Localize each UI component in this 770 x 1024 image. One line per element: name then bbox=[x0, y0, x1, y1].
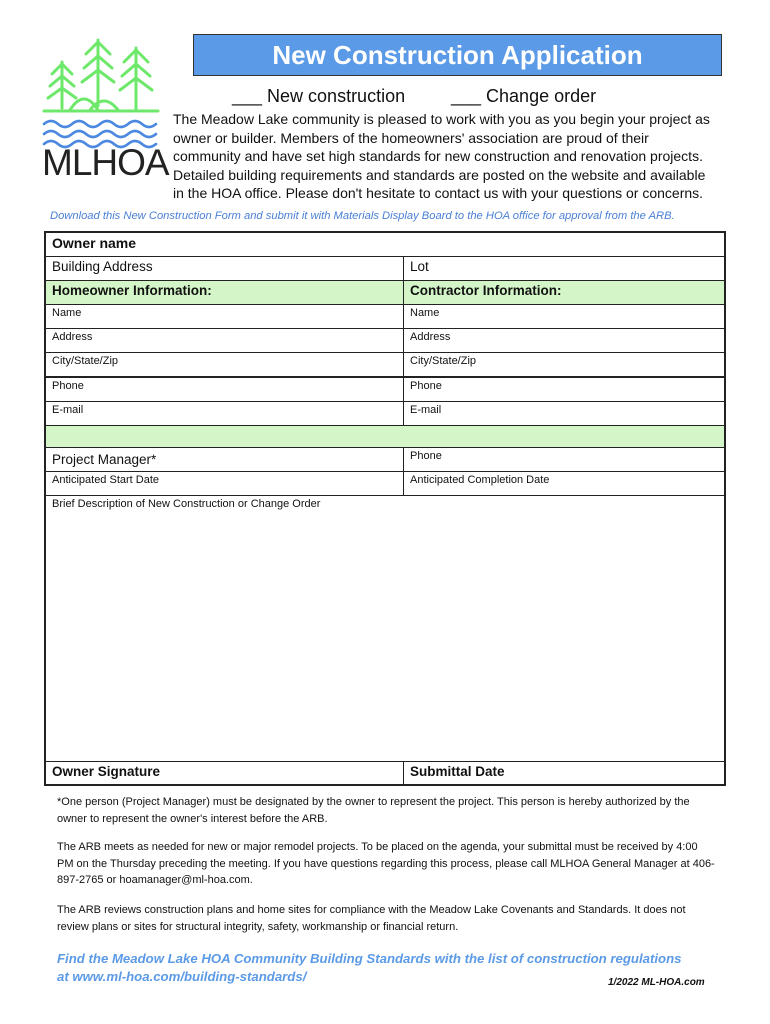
start-date-field[interactable] bbox=[45, 471, 404, 496]
contractor-name-field[interactable] bbox=[403, 304, 725, 329]
homeowner-phone-label: Phone bbox=[52, 380, 84, 392]
new-construction-option[interactable]: ___ New construction bbox=[232, 86, 406, 106]
pm-phone-label: Phone bbox=[410, 450, 442, 462]
homeowner-header-label: Homeowner Information: bbox=[52, 283, 212, 298]
pm-phone-field[interactable] bbox=[403, 447, 725, 472]
contractor-phone-label: Phone bbox=[410, 380, 442, 392]
project-manager-field[interactable] bbox=[45, 447, 404, 472]
contractor-name-label: Name bbox=[410, 307, 440, 319]
application-form bbox=[44, 231, 726, 786]
contractor-address-label: Address bbox=[410, 331, 451, 343]
homeowner-city-field[interactable] bbox=[45, 352, 404, 377]
submittal-date-field[interactable] bbox=[403, 761, 725, 785]
project-manager-label: Project Manager* bbox=[52, 452, 157, 467]
homeowner-name-field[interactable] bbox=[45, 304, 404, 329]
change-order-option[interactable]: ___ Change order bbox=[451, 86, 597, 106]
footer-link-line2: at www.ml-hoa.com/building-standards/ bbox=[57, 969, 307, 984]
homeowner-city-label: City/State/Zip bbox=[52, 355, 119, 367]
homeowner-name-label: Name bbox=[52, 307, 82, 319]
homeowner-phone-field[interactable] bbox=[45, 377, 404, 402]
page-title: New Construction Application bbox=[272, 39, 643, 70]
contractor-city-field[interactable] bbox=[403, 352, 725, 377]
submittal-date-label: Submittal Date bbox=[410, 764, 505, 779]
lot-field[interactable] bbox=[403, 256, 725, 281]
contractor-header-label: Contractor Information: bbox=[410, 283, 562, 298]
start-date-label: Anticipated Start Date bbox=[52, 474, 160, 486]
arb-meetings-note: The ARB meets as needed for new or major remodel projects. To be placed on the agenda, your submittal must be received by 4:00 PM on the Thursday preceding the meeting. If you have questions regarding this process, please call MLHOA General Manager at 406-897-2765 or hoamanager@ml-hoa.com. bbox=[57, 841, 715, 886]
title-banner bbox=[193, 34, 722, 76]
completion-date-field[interactable] bbox=[403, 471, 725, 496]
section-divider bbox=[45, 425, 725, 448]
contractor-header bbox=[403, 280, 725, 305]
building-address-label: Building Address bbox=[52, 259, 153, 274]
owner-name-field[interactable] bbox=[45, 232, 725, 257]
building-address-field[interactable] bbox=[45, 256, 404, 281]
homeowner-address-field[interactable] bbox=[45, 328, 404, 353]
mlhoa-logo-text: MLHOA bbox=[42, 142, 169, 183]
owner-signature-field[interactable] bbox=[45, 761, 404, 785]
lot-label: Lot bbox=[410, 259, 429, 274]
contractor-phone-field[interactable] bbox=[403, 377, 725, 402]
homeowner-email-label: E-mail bbox=[52, 404, 84, 416]
arb-review-note: The ARB reviews construction plans and home sites for compliance with the Meadow Lake Covenants and Standards. It does not review plans or sites for structural integrity, safety, workmanship or financial return. bbox=[57, 904, 686, 933]
contractor-email-label: E-mail bbox=[410, 404, 442, 416]
contractor-address-field[interactable] bbox=[403, 328, 725, 353]
footer-link-line1: Find the Meadow Lake HOA Community Building Standards with the list of construction regulations bbox=[57, 951, 682, 966]
owner-signature-label: Owner Signature bbox=[52, 764, 161, 779]
homeowner-header bbox=[45, 280, 404, 305]
completion-date-label: Anticipated Completion Date bbox=[410, 474, 550, 486]
project-manager-note: *One person (Project Manager) must be designated by the owner to represent the project. This person is hereby authorized by the owner to represent the owner's interest before the ARB. bbox=[57, 796, 690, 825]
owner-name-label: Owner name bbox=[52, 235, 137, 251]
footer-date: 1/2022 ML-HOA.com bbox=[608, 977, 705, 988]
homeowner-email-field[interactable] bbox=[45, 401, 404, 426]
contractor-city-label: City/State/Zip bbox=[410, 355, 477, 367]
description-label: Brief Description of New Construction or Change Order bbox=[52, 498, 321, 510]
homeowner-address-label: Address bbox=[52, 331, 93, 343]
intro-paragraph: The Meadow Lake community is pleased to work with you as you begin your project as owner or builder. Members of the homeowners' association are proud of their community and have set high standards for new construction and renovation projects. Detailed building requirements and standards are posted on the website and available in the HOA office. Please don't hesitate to contact us with your questions or concerns. bbox=[173, 111, 710, 202]
contractor-email-field[interactable] bbox=[403, 401, 725, 426]
description-field[interactable] bbox=[45, 495, 725, 762]
download-note: Download this New Construction Form and submit it with Materials Display Board to the HOA office for approval from the ARB. bbox=[50, 210, 675, 222]
